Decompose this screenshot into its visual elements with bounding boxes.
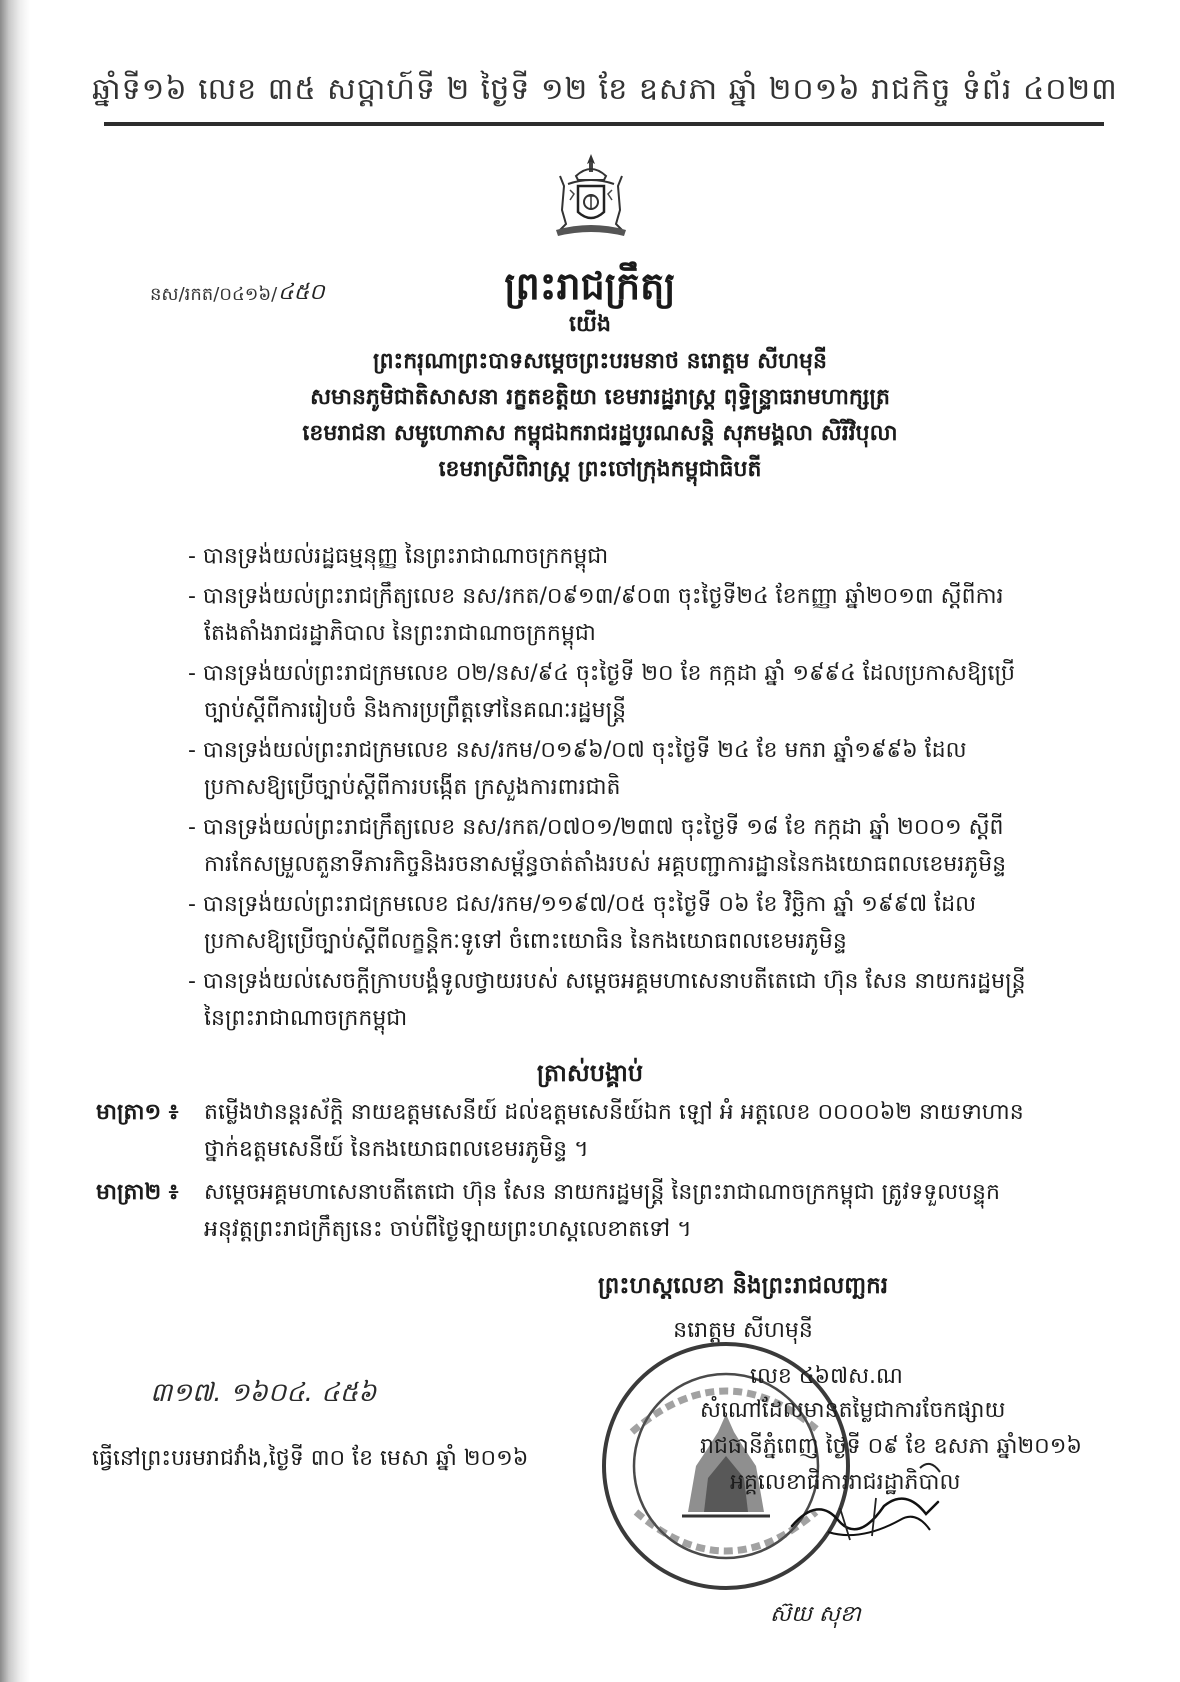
article-text: តម្លើងឋានន្តរស័ក្តិ នាយឧត្តមសេនីយ៍ ដល់ឧត្តមសេនីយ៍ឯក ឡៅ អំ អត្តលេខ ០០០០៦២ នាយទាហានថ្នាក់ឧត្តមសេនីយ៍ នៃកងយោធពលខេមរភូមិន្ទ ។: [204, 1100, 1024, 1162]
certified-copy-number: លេខ ៤៦៧ស.ណ: [750, 1364, 903, 1389]
legal-reference-item: - បានទ្រង់យល់សេចក្តីក្រាបបង្គំទូលថ្វាយរបស់ សម្តេចអគ្គមហាសេនាបតីតេជោ ហ៊ុន សែន នាយករដ្ឋមន្ត្រីនៃព្រះរាជាណាចក្រកម្ពុជា: [188, 969, 1026, 1031]
article-label: មាត្រា២ ៖: [96, 1180, 179, 1205]
legal-references-list: [188, 538, 1038, 1040]
scan-edge-shadow: [0, 0, 30, 1682]
signature-title: ព្រះហស្តលេខា និងព្រះរាជលញ្ឆករ: [597, 1273, 889, 1299]
article-label: មាត្រា១ ៖: [96, 1100, 179, 1125]
king-titles: [250, 344, 950, 488]
decision-heading: ត្រាស់បង្គាប់: [536, 1059, 644, 1087]
king-title-line: ខេមរាជនា សមូហោភាស កម្ពុជឯករាជរដ្ឋបូរណសន្តិ សុភមង្គលា សិរីវិបុលា: [302, 421, 898, 446]
header-divider: [104, 122, 1104, 126]
royal-arms-emblem-icon: [546, 150, 636, 242]
king-title-line: សមានភូមិជាតិសាសនា រក្ខតខត្តិយា ខេមរារដ្ឋរាស្ត្រ ពុទ្ធិន្ទ្រាធរាមហាក្សត្រ: [310, 385, 890, 410]
legal-reference-item: - បានទ្រង់យល់ព្រះរាជក្រមលេខ ជស/រកម/១១៩៧/០៥ ចុះថ្ងៃទី ០៦ ខែ វិច្ឆិកា ឆ្នាំ ១៩៩៧ ដែលប្រកាសឱ្យប្រើច្បាប់ស្តីពីលក្ខន្តិកៈទូទៅ ចំពោះយោធិន នៃកងយោធពលខេមរភូមិន្ទ: [188, 892, 977, 954]
legal-reference-item: - បានទ្រង់យល់ព្រះរាជក្រឹត្យលេខ នស/រកត/០៧០១/២៣៧ ចុះថ្ងៃទី ១៨ ខែ កក្កដា ឆ្នាំ ២០០១ ស្តីពីការកែសម្រួលតួនាទីភារកិច្ចនិងរចនាសម្ព័ន្ធចាត់តាំងរបស់ អគ្គបញ្ជាការដ្ឋាននៃកងយោធពលខេមរភូមិន្ទ: [188, 815, 1007, 877]
handwritten-signature: [780, 1448, 950, 1558]
secretary-name: ស៊យ សុខា: [770, 1602, 861, 1627]
signer-name: នរោត្តម សីហមុនី: [673, 1318, 813, 1343]
article-text: សម្តេចអគ្គមហាសេនាបតីតេជោ ហ៊ុន សែន នាយករដ្ឋមន្ត្រី នៃព្រះរាជាណាចក្រកម្ពុជា ត្រូវទទួលបន្ទុកអនុវត្តព្រះរាជក្រឹត្យនេះ ចាប់ពីថ្ងៃឡាយព្រះហស្តលេខាតទៅ ។: [204, 1180, 1000, 1242]
document-title: ព្រះរាជក្រឹត្យ: [504, 264, 676, 308]
article-2: [96, 1174, 1036, 1248]
article-1: [96, 1094, 1036, 1168]
king-title-line: ខេមរាស្រីពិរាស្ត្រ ព្រះចៅក្រុងកម្ពុជាធិបតី: [438, 457, 762, 482]
decree-reference-number: នស/រកត/០៤១៦/: [150, 284, 278, 305]
king-title-line: ព្រះករុណាព្រះបាទសម្តេចព្រះបរមនាថ នរោត្តម សីហមុនី: [373, 349, 827, 374]
certified-copy-note: សំណៅដែលមានតម្លៃជាការចែកផ្សាយ: [700, 1398, 1006, 1423]
legal-reference-item: - បានទ្រង់យល់ព្រះរាជក្រឹត្យលេខ នស/រកត/០៩១៣/៩០៣ ចុះថ្ងៃទី២៤ ខែកញ្ញា ឆ្នាំ២០១៣ ស្តីពីការតែងតាំងរាជរដ្ឋាភិបាល នៃព្រះរាជាណាចក្រកម្ពុជា: [188, 584, 1004, 646]
legal-reference-item: - បានទ្រង់យល់ព្រះរាជក្រមលេខ ០២/នស/៩៤ ចុះថ្ងៃទី ២០ ខែ កក្កដា ឆ្នាំ ១៩៩៤ ដែលប្រកាសឱ្យប្រើច្បាប់ស្តីពីការរៀបចំ និងការប្រព្រឹត្តទៅនៃគណៈរដ្ឋមន្ត្រី: [188, 661, 1016, 723]
legal-reference-item: - បានទ្រង់យល់ព្រះរាជក្រមលេខ នស/រកម/០១៩៦/០៧ ចុះថ្ងៃទី ២៤ ខែ មករា ឆ្នាំ១៩៩៦ ដែលប្រកាសឱ្យប្រើច្បាប់ស្តីពីការបង្កើត ក្រសួងការពារជាតិ: [188, 738, 967, 800]
we-heading: យើង: [569, 312, 611, 337]
decree-reference-handwritten: ៤៥០: [278, 280, 325, 305]
gazette-header: ឆ្នាំទី១៦ លេខ ៣៥ សប្តាហ៍ទី ២ ថ្ងៃទី ១២ ខែ ឧសភា ឆ្នាំ ២០១៦ រាជកិច្ច ទំព័រ ៤០២៣: [92, 72, 1118, 107]
certified-copy-office: អគ្គលេខាធិការរាជរដ្ឋាភិបាល: [730, 1470, 961, 1495]
place-and-date: ធ្វើនៅព្រះបរមរាជវាំង,ថ្ងៃទី ៣០ ខែ មេសា ឆ្នាំ ២០១៦: [92, 1446, 529, 1471]
legal-reference-item: - បានទ្រង់យល់រដ្ឋធម្មនុញ្ញ នៃព្រះរាជាណាចក្រកម្ពុជា: [188, 544, 609, 569]
registration-stamp-number: ៣១៧. ១៦០៤. ៤៥៦: [150, 1378, 377, 1408]
certified-copy-date: រាជធានីភ្នំពេញ ថ្ងៃទី ០៩ ខែ ឧសភា ឆ្នាំ២០១៦: [700, 1434, 1082, 1459]
